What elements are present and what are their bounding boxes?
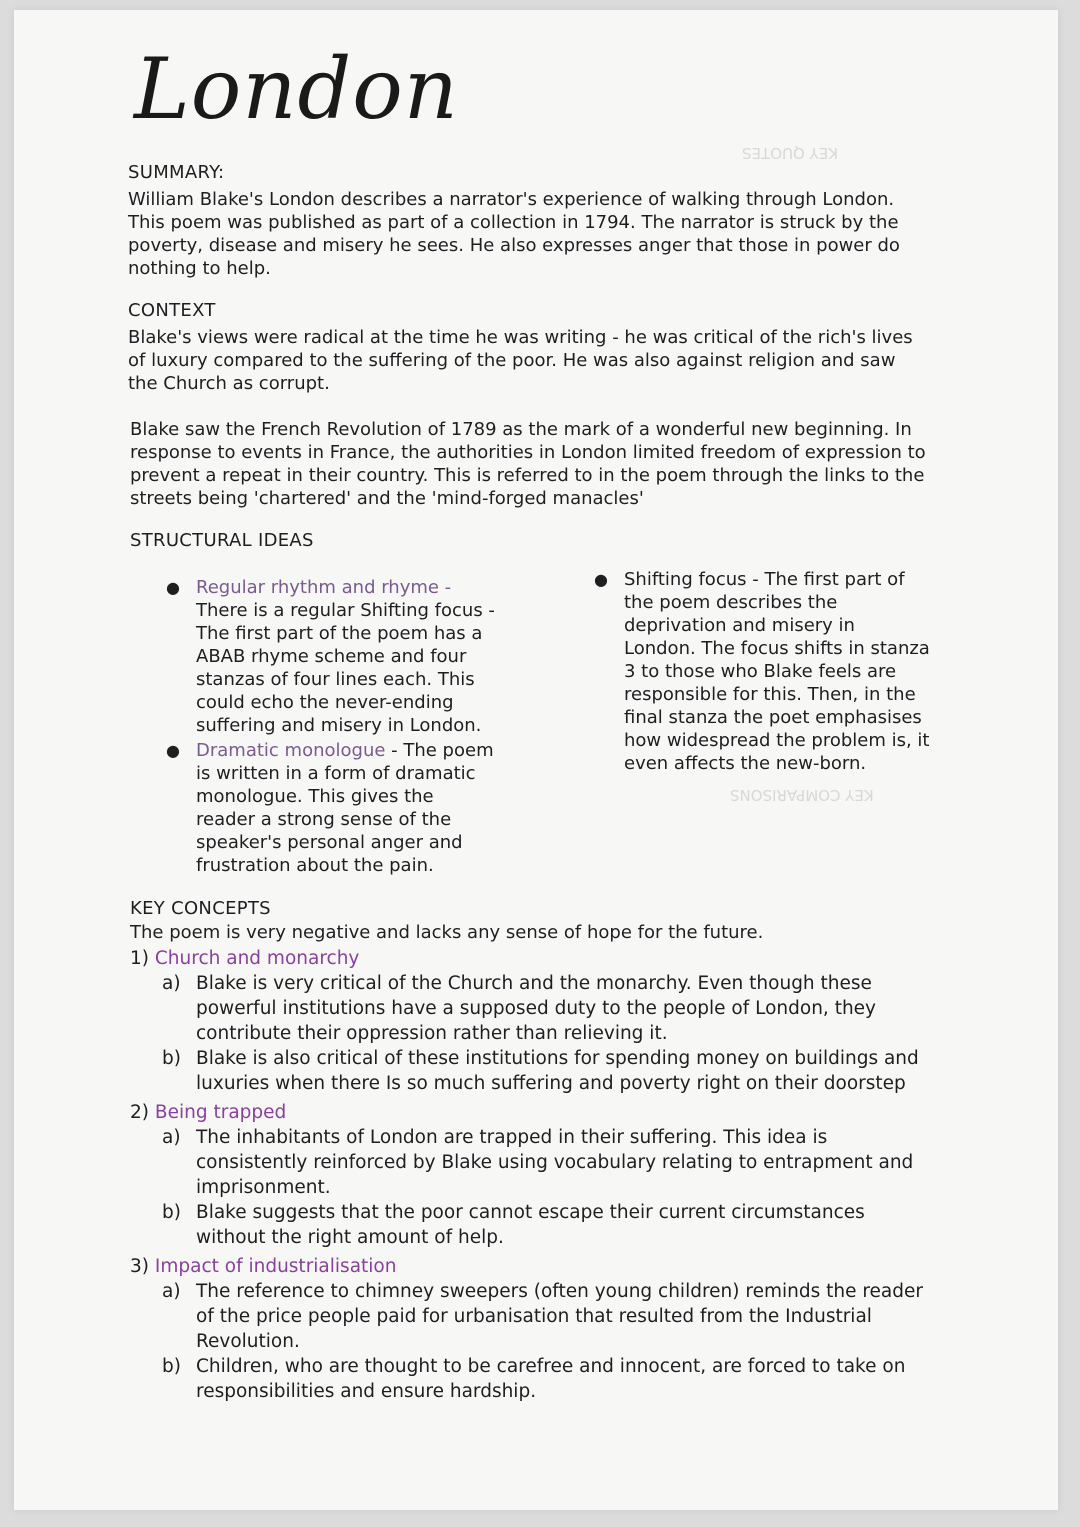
point-marker: b)	[162, 1202, 181, 1223]
bullet-icon: ●	[166, 741, 180, 760]
point-marker: a)	[162, 973, 181, 994]
bullet-icon: ●	[594, 570, 608, 589]
structural-label: Shifting focus	[624, 569, 747, 590]
notes-page	[14, 10, 1058, 1510]
concept-number: 1)	[130, 948, 149, 969]
concept-title: Impact of industrialisation	[154, 1256, 397, 1277]
point-marker: a)	[162, 1127, 181, 1148]
point-marker: a)	[162, 1281, 181, 1302]
list-item	[162, 1354, 936, 1404]
list-item	[162, 1046, 936, 1096]
concept-group	[130, 1254, 936, 1404]
list-item	[162, 1200, 936, 1250]
concepts-heading: KEY CONCEPTS	[130, 898, 271, 919]
list-item	[162, 971, 936, 1046]
concept-number: 2)	[130, 1102, 149, 1123]
point-text: Children, who are thought to be carefree and innocent, are forced to take on responsibilities and ensure hardship.	[196, 1356, 906, 1402]
point-marker: b)	[162, 1356, 181, 1377]
context-paragraph-1: Blake's views were radical at the time he was writing - he was critical of the rich's lives of luxury compared to the suffering of the poor. He was also against religion and saw the Church as corrupt.	[128, 327, 913, 394]
concept-group-title	[130, 946, 936, 971]
structural-text: - The first part of the poem describes the deprivation and misery in London. The focus shifts in stanza 3 to those who Blake feels are responsible for this. Then, in the final stanza the poet emphasises how widespread the problem is, it even affects the new-born.	[624, 569, 930, 774]
context-heading: CONTEXT	[128, 300, 216, 321]
structural-label: Regular rhythm and rhyme -	[196, 577, 452, 598]
list-item	[162, 1125, 936, 1200]
point-text: Blake is also critical of these institutions for spending money on buildings and luxuries when there Is so much suffering and poverty right on their doorstep	[196, 1048, 919, 1094]
summary-heading: SUMMARY:	[128, 162, 225, 183]
context-paragraph-2: Blake saw the French Revolution of 1789 as the mark of a wonderful new beginning. In response to events in France, the authorities in London limited freedom of expression to prevent a repeat in their country. This is referred to in the poem through the links to the streets being 'chartered' and the 'mind-forged manacles'	[130, 419, 926, 509]
concept-group	[130, 1100, 936, 1250]
structural-text: - The poem is written in a form of dramatic monologue. This gives the reader a strong sense of the speaker's personal anger and frustration about the pain.	[196, 740, 494, 876]
page-title: London	[134, 40, 459, 138]
list-item	[594, 568, 930, 775]
point-text: The inhabitants of London are trapped in their suffering. This idea is consistently reinforced by Blake using vocabulary relating to entrapment and imprisonment.	[196, 1127, 914, 1198]
concepts-intro: The poem is very negative and lacks any sense of hope for the future.	[130, 922, 764, 943]
concept-title: Church and monarchy	[154, 948, 360, 969]
structural-text: There is a regular Shifting focus - The first part of the poem has a ABAB rhyme scheme and four stanzas of four lines each. This could echo the never-ending suffering and misery in London.	[196, 600, 495, 736]
summary-text: William Blake's London describes a narrator's experience of walking through London. This poem was published as part of a collection in 1794. The narrator is struck by the poverty, disease and misery he sees. He also expresses anger that those in power do nothing to help.	[128, 189, 900, 279]
structural-right-list	[594, 568, 930, 777]
concept-group	[130, 946, 936, 1096]
point-text: Blake suggests that the poor cannot escape their current circumstances without the right amount of help.	[196, 1202, 865, 1248]
list-item	[166, 739, 496, 877]
list-item	[162, 1279, 936, 1354]
concept-title: Being trapped	[154, 1102, 287, 1123]
list-item	[166, 576, 496, 737]
show-through-text: KEY COMPARISONS	[730, 786, 874, 804]
point-marker: b)	[162, 1048, 181, 1069]
structural-left-list	[166, 576, 496, 879]
show-through-text: KEY QUOTES	[742, 144, 838, 162]
concept-number: 3)	[130, 1256, 149, 1277]
bullet-icon: ●	[166, 578, 180, 597]
structural-heading: STRUCTURAL IDEAS	[130, 530, 314, 551]
point-text: The reference to chimney sweepers (often young children) reminds the reader of the price people paid for urbanisation that resulted from the Industrial Revolution.	[196, 1281, 923, 1352]
structural-label: Dramatic monologue	[196, 740, 386, 761]
point-text: Blake is very critical of the Church and the monarchy. Even though these powerful institutions have a supposed duty to the people of London, they contribute their oppression rather than relieving it.	[196, 973, 877, 1044]
concept-group-title	[130, 1254, 936, 1279]
concept-group-title	[130, 1100, 936, 1125]
concepts-list	[130, 942, 936, 1404]
